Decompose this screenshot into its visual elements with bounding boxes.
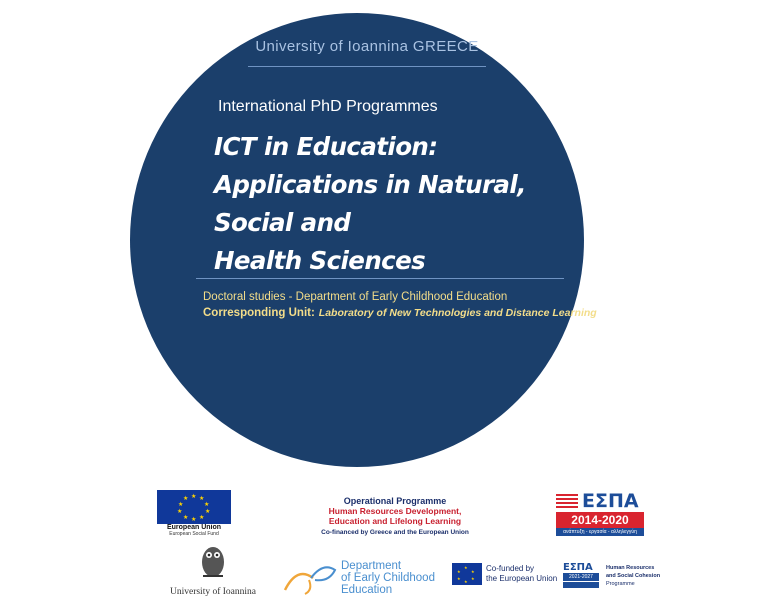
programme-title [214, 128, 526, 280]
eu-flag-small-icon: ★ ★ ★ ★ ★ ★ [452, 563, 482, 585]
flag-stripes-icon [556, 494, 578, 508]
title-line-4: Health Sciences [214, 246, 426, 275]
corresponding-unit-label: Corresponding Unit: [203, 307, 315, 319]
operational-programme-logo [300, 496, 490, 536]
dept-line-3: Education [341, 584, 393, 596]
programme-label: International PhD Programmes [218, 98, 438, 115]
title-line-2: Applications in Natural, [214, 170, 526, 199]
corresponding-unit-value: Laboratory of New Technologies and Distance Learning [318, 307, 597, 319]
owl-emblem-icon [197, 542, 229, 582]
department-logo [283, 560, 453, 596]
eu-logo [157, 490, 231, 537]
hr-line-3: Programme [606, 581, 635, 587]
espa-2021-logo [563, 562, 599, 588]
title-line-1: ICT in Education: [214, 132, 438, 161]
eu-name: European Union [166, 524, 222, 531]
doctoral-studies-text: Doctoral studies - Department of Early Childhood Education [203, 291, 508, 303]
butterfly-icon [283, 560, 339, 596]
op-line-2: Education and Lifelong Learning [328, 516, 462, 526]
uoi-logo [158, 542, 268, 597]
divider-middle [196, 278, 564, 279]
cofunded-line-2: the European Union [486, 574, 558, 583]
dept-line-1: Department [341, 560, 402, 572]
title-line-3: Social and [214, 208, 351, 237]
corresponding-unit [203, 307, 597, 319]
op-title: Operational Programme [343, 496, 447, 506]
espa-text: ΕΣΠΑ [582, 490, 639, 512]
eu-flag-icon: ★ ★ ★ ★ ★ ★ ★ ★ ★ ★ [157, 490, 231, 524]
espa-2014-logo [556, 490, 644, 536]
cofunded-line-1: Co-funded by [486, 564, 535, 573]
cofunded-eu-logo [452, 563, 562, 585]
dept-line-2: of Early Childhood [341, 572, 435, 584]
espa-years: 2014-2020 [556, 512, 644, 528]
espa2-text: ΕΣΠΑ [563, 562, 593, 573]
university-title: University of Ioannina GREECE [255, 38, 479, 55]
eu-fund: European Social Fund [169, 531, 219, 537]
op-line-1: Human Resources Development, [328, 506, 462, 516]
espa2-band [563, 582, 599, 588]
hr-line-1: Human Resources [606, 565, 655, 571]
hr-line-2: and Social Cohesion [606, 573, 661, 579]
hr-programme-logo [606, 564, 666, 588]
divider-top [248, 66, 486, 67]
op-cofinanced: Co-financed by Greece and the European Union [321, 529, 469, 536]
uoi-name: University of Ioannina [169, 587, 256, 597]
espa-tagline: ανάπτυξη - εργασία - αλληλεγγύη [556, 528, 644, 536]
espa2-years: 2021-2027 [563, 573, 599, 581]
